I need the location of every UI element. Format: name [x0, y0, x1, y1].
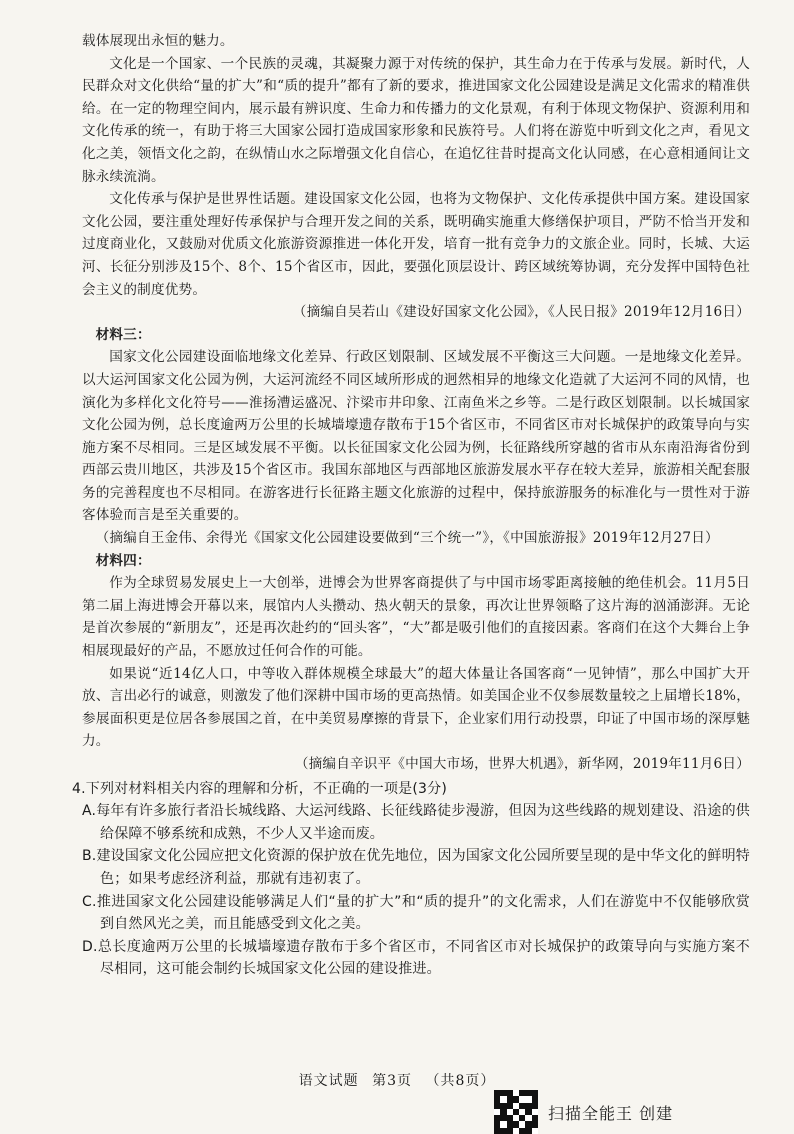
scanner-watermark — [494, 1090, 673, 1134]
material-3-text: 国家文化公园建设面临地缘文化差异、行政区划限制、区域发展不平衡这三大问题。一是地缘文化差异。以大运河国家文化公园为例，大运河流经不同区域所形成的迥然相异的地缘文化造就了大运河不同的风情，也演化为多样化文化符号——淮扬漕运盛况、汴梁市井印象、江南鱼米之乡等。二是行政区划限制。以长城国家文化公园为例，总长度逾两万公里的长城墙壕遗存散布于15个省区市，不同省区市对长城保护的政策导向与实施方案不尽相同。三是区域发展不平衡。以长征国家文化公园为例，长征路线所穿越的省市从东南沿海省份到西部云贵川地区，共涉及15个省区市。我国东部地区与西部地区旅游发展水平存在较大差异，旅游相关配套服务的完善程度也不尽相同。在游客进行长征路主题文化旅游的过程中，保持旅游服务的标准化与一贯性对于游客体验而言是至关重要的。 — [82, 349, 750, 524]
option-a: A.每年有许多旅行者沿长城线路、大运河线路、长征线路徒步漫游，但因为这些线路的规划建设、沿途的供给保障不够系统和成熟，不少人又半途而废。 — [82, 803, 750, 842]
document-page — [72, 30, 750, 981]
scanner-brand-text: 扫描全能王 创建 — [548, 1103, 674, 1123]
question-stem: 4.下列对材料相关内容的理解和分析，不正确的一项是(3分) — [72, 780, 447, 797]
footer-total-pages: （共8页） — [425, 1073, 496, 1089]
footer-subject: 语文试题 — [298, 1073, 359, 1089]
paragraph-culture-heritage: 文化传承与保护是世界性话题。建设国家文化公园，也将为文物保护、文化传承提供中国方案。建设国家文化公园，要注重处理好传承保护与合理开发之间的关系，既明确实施重大修缮保护项目，严防不恰当开发和过度商业化，又鼓励对优质文化旅游资源推进一体化开发，培育一批有竞争力的文旅企业。同时，长城、大运河、长征分别涉及15个、8个、15个省区市，因此，要强化顶层设计、跨区域统筹协调，充分发挥中国特色社会主义的制度优势。 — [82, 191, 750, 298]
footer-page-number: 第3页 — [372, 1073, 412, 1089]
option-c: C.推进国家文化公园建设能够满足人们“量的扩大”和“质的提升”的文化需求，人们在游览中不仅能够欣赏到自然风光之美，而且能感受到文化之美。 — [82, 893, 750, 933]
source-citation-3: （摘编自王金伟、余得光《国家文化公园建设要做到“三个统一”》，《中国旅游报》2019年12月27日） — [95, 530, 719, 547]
material-3-heading: 材料三： — [95, 326, 151, 343]
page-footer — [0, 1070, 794, 1090]
material-4-paragraph-1: 作为全球贸易发展史上一大创举，进博会为世界客商提供了与中国市场零距离接触的绝佳机会。11月5日第二届上海进博会开幕以来，展馆内人头攒动、热火朝天的景象，再次让世界领略了这片海的汹涌澎湃。无论是首次参展的“新朋友”，还是再次赴约的“回头客”，“大”都是吸引他们的直接因素。客商们在这个大舞台上争相展现最好的产品，不愿放过任何合作的可能。 — [82, 575, 750, 660]
paragraph-continuation: 载体展现出永恒的魅力。 — [82, 33, 234, 49]
source-citation-2: （摘编自吴若山《建设好国家文化公园》，《人民日报》2019年12月16日） — [292, 304, 750, 321]
source-citation-4: （摘编自辛识平《中国大市场，世界大机遇》，新华网，2019年11月6日） — [294, 756, 750, 772]
qr-code-icon — [494, 1090, 538, 1134]
paragraph-culture-soul: 文化是一个国家、一个民族的灵魂，其凝聚力源于对传统的保护，其生命力在于传承与发展。新时代，人民群众对文化供给“量的扩大”和“质的提升”都有了新的要求，推进国家文化公园建设是满足文化需求的精准供给。在一定的物理空间内，展示最有辨识度、生命力和传播力的文化景观，有利于体现文物保护、资源利用和文化传承的统一，有助于将三大国家公园打造成国家形象和民族符号。人们将在游览中听到文化之声，看见文化之美，领悟文化之韵，在纵情山水之际增强文化自信心，在追忆往昔时提高文化认同感，在心意相通间让文脉永续流淌。 — [82, 55, 750, 185]
option-b: B.建设国家文化公园应把文化资源的保护放在优先地位，因为国家文化公园所要呈现的是中华文化的鲜明特色；如果考虑经济利益，那就有违初衷了。 — [82, 848, 750, 887]
material-4-heading: 材料四： — [95, 552, 151, 569]
material-4-paragraph-2: 如果说“近14亿人口，中等收入群体规模全球最大”的超大体量让各国客商“一见钟情”，那么中国扩大开放、言出必行的诚意，则激发了他们深耕中国市场的更高热情。如美国企业不仅参展数量较之上届增长18%，参展面积更是位居各参展国之首，在中美贸易摩擦的背景下，企业家们用行动投票，印证了中国市场的深厚魅力。 — [82, 665, 750, 750]
option-d: D.总长度逾两万公里的长城墙壕遗存散布于多个省区市，不同省区市对长城保护的政策导向与实施方案不尽相同，这可能会制约长城国家文化公园的建设推进。 — [82, 938, 750, 978]
